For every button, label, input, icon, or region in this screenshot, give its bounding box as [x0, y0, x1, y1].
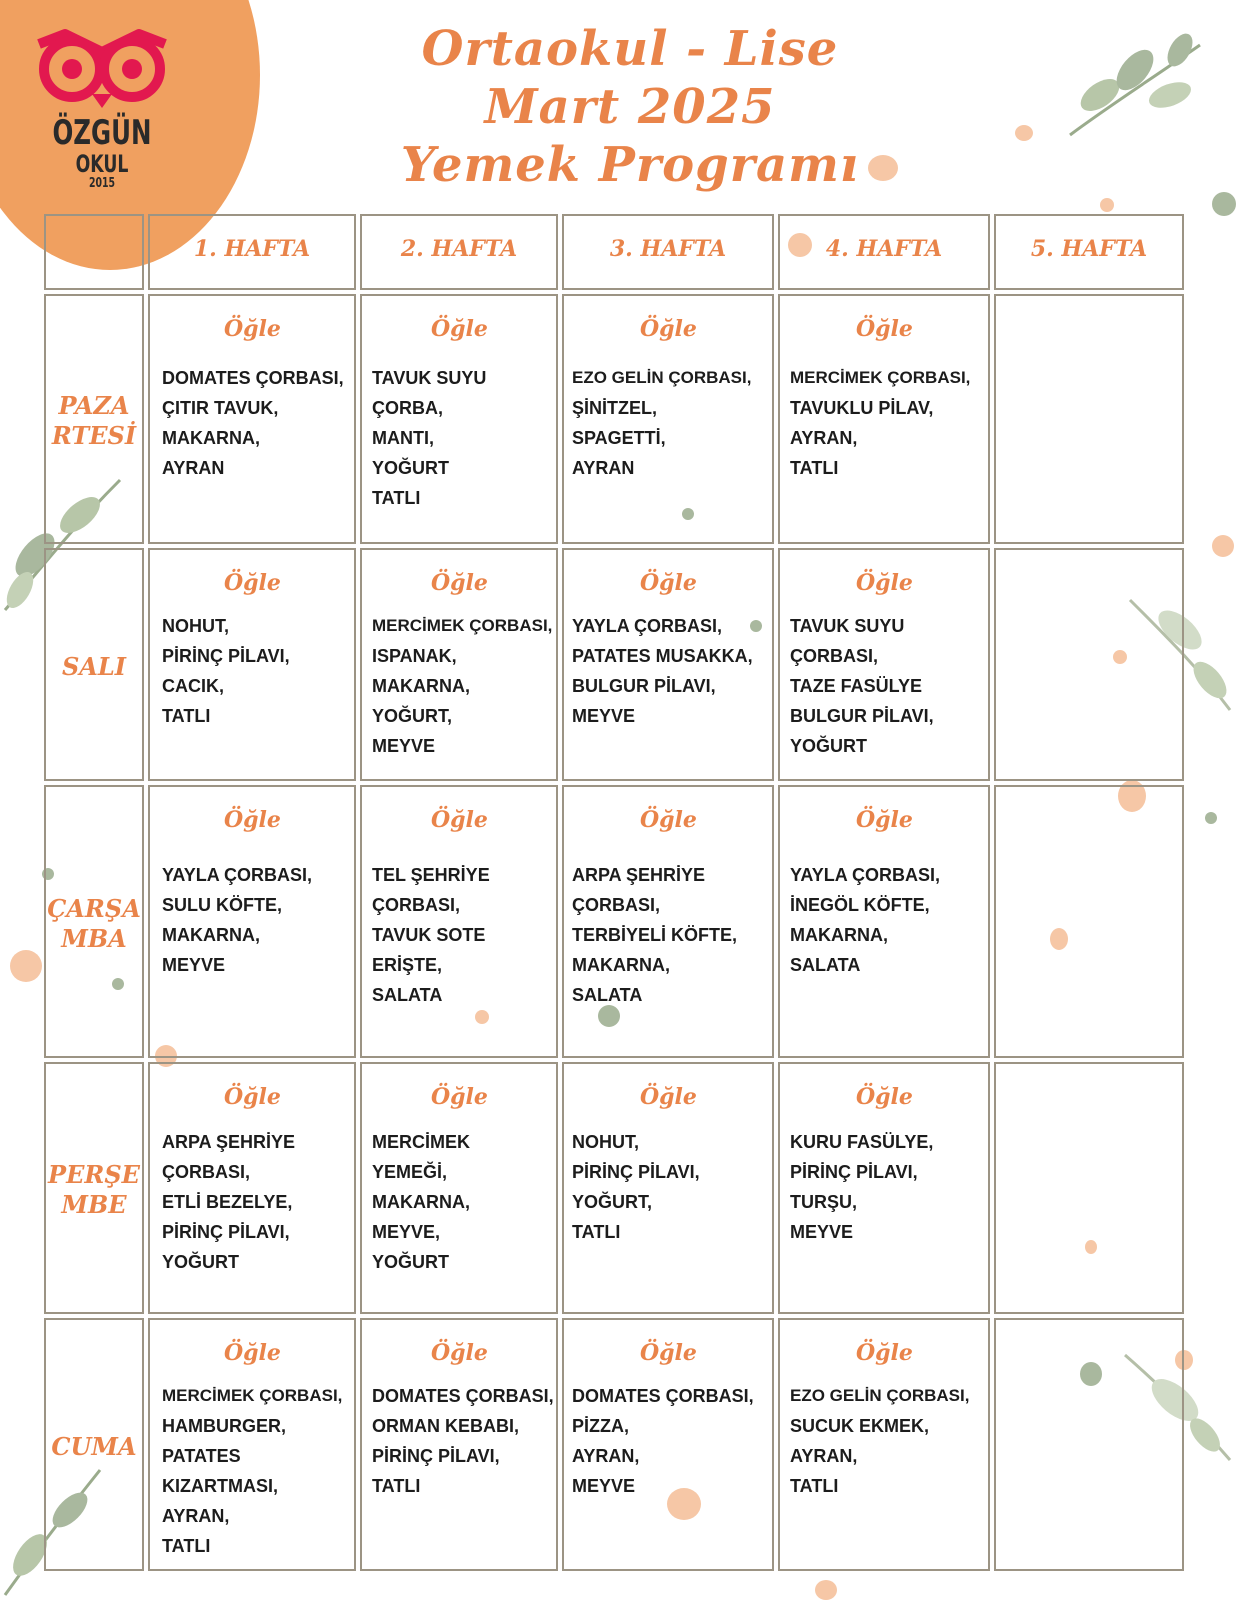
meal-item: ÇORBASI, — [790, 646, 879, 666]
meal-cell — [360, 785, 558, 1058]
decor-dot — [1212, 535, 1234, 557]
meal-cell — [562, 1318, 774, 1571]
meal-item: BULGUR PİLAVI, — [790, 706, 934, 726]
meal-item: TATLI — [162, 706, 211, 726]
meal-item: DOMATES ÇORBASI, — [572, 1386, 754, 1406]
meal-item: SALATA — [372, 985, 443, 1005]
week-header-label: 5. HAFTA — [1030, 236, 1148, 262]
day-label-line: PERŞE — [48, 1160, 140, 1189]
meal-time-label: Öğle — [856, 1084, 913, 1110]
meal-cell — [994, 785, 1184, 1058]
logo-text-line1: ÖZGÜN — [52, 113, 152, 153]
meal-cell — [778, 294, 990, 544]
meal-item: YOĞURT — [162, 1252, 240, 1272]
meal-item: EZO GELİN ÇORBASI, — [572, 368, 752, 387]
week-header-label: 2. HAFTA — [400, 236, 518, 262]
meal-item: ÇORBASI, — [372, 895, 461, 915]
day-label-line: ÇARŞA — [47, 893, 141, 923]
meal-item: ÇORBASI, — [162, 1162, 251, 1182]
meal-item: YAYLA ÇORBASI, — [790, 865, 941, 885]
meal-cell — [778, 785, 990, 1058]
meal-item: MAKARNA, — [162, 925, 260, 945]
meal-time-label: Öğle — [431, 1340, 488, 1366]
decor-dot — [1100, 198, 1114, 212]
meal-cell — [994, 1062, 1184, 1314]
meal-time-label: Öğle — [431, 570, 488, 596]
decor-dot — [815, 1580, 837, 1600]
week-header-label: 4. HAFTA — [825, 236, 943, 262]
meal-item: ARPA ŞEHRİYE — [572, 865, 706, 885]
meal-cell — [994, 548, 1184, 781]
meal-item: ERİŞTE, — [372, 955, 443, 975]
meal-time-label: Öğle — [224, 316, 281, 342]
meal-item: MERCİMEK ÇORBASI, — [372, 616, 553, 635]
day-label — [46, 391, 142, 451]
meal-item: SALATA — [572, 985, 643, 1005]
meal-item: TATLI — [790, 458, 839, 478]
meal-item: MEYVE — [162, 955, 226, 975]
meal-item: ORMAN KEBABI, — [372, 1416, 519, 1436]
meal-item: NOHUT, — [162, 616, 229, 636]
day-cell — [44, 548, 144, 781]
title-line-3: Yemek Programı — [400, 137, 860, 193]
meal-item: SUCUK EKMEK, — [790, 1416, 930, 1436]
meal-item: PİZZA, — [572, 1416, 629, 1436]
meal-time-label: Öğle — [856, 1340, 913, 1366]
meal-item: TATLI — [372, 488, 421, 508]
meal-cell — [148, 1062, 356, 1314]
title-line-1: Ortaokul - Lise — [421, 21, 839, 77]
meal-cell — [148, 785, 356, 1058]
meal-item: EZO GELİN ÇORBASI, — [790, 1386, 970, 1405]
meal-item: KURU FASÜLYE, — [790, 1132, 934, 1152]
meal-item: TAZE FASÜLYE — [790, 676, 923, 696]
meal-item: MAKARNA, — [162, 428, 260, 448]
school-logo — [22, 24, 182, 191]
day-cell — [44, 294, 144, 544]
day-cell — [44, 1062, 144, 1314]
day-label-line: MBE — [61, 1190, 127, 1219]
decor-dot — [10, 950, 42, 982]
leaf-sprig-top-right-icon — [1060, 25, 1210, 155]
header-corner-cell — [44, 214, 144, 290]
meal-item: PİRİNÇ PİLAVI, — [162, 646, 290, 666]
meal-cell — [360, 548, 558, 781]
meal-time-label: Öğle — [431, 316, 488, 342]
meal-time-label: Öğle — [640, 1340, 697, 1366]
meal-item: PATATES — [162, 1446, 241, 1466]
meal-item: PİRİNÇ PİLAVI, — [372, 1446, 500, 1466]
meal-item: YOĞURT — [372, 1252, 450, 1272]
meal-item: CACIK, — [162, 676, 224, 696]
meal-item: YEMEĞİ, — [372, 1162, 448, 1182]
meal-item: YOĞURT, — [572, 1192, 653, 1212]
meal-cell — [562, 1062, 774, 1314]
week-header-cell — [148, 214, 356, 290]
meal-cell — [562, 294, 774, 544]
meal-item: YOĞURT, — [372, 706, 453, 726]
meal-item: ÇORBA, — [372, 398, 443, 418]
meal-time-label: Öğle — [856, 316, 913, 342]
meal-item: TAVUKLU PİLAV, — [790, 398, 934, 418]
meal-cell — [148, 294, 356, 544]
meal-item: MAKARNA, — [372, 676, 470, 696]
meal-cell — [994, 294, 1184, 544]
week-header-cell — [994, 214, 1184, 290]
meal-cell — [778, 1318, 990, 1571]
meal-item: ISPANAK, — [372, 646, 457, 666]
meal-time-label: Öğle — [224, 807, 281, 833]
meal-item: TATLI — [372, 1476, 421, 1496]
meal-item: TEL ŞEHRİYE — [372, 865, 490, 885]
meal-item: TERBİYELİ KÖFTE, — [572, 925, 738, 945]
meal-item: MAKARNA, — [372, 1192, 470, 1212]
meal-item: MAKARNA, — [790, 925, 888, 945]
meal-item: MANTI, — [372, 428, 434, 448]
meal-cell — [562, 548, 774, 781]
day-cell — [44, 785, 144, 1058]
meal-cell — [148, 548, 356, 781]
meal-cell — [778, 548, 990, 781]
meal-item: MEYVE, — [372, 1222, 441, 1242]
meal-item: MEYVE — [572, 1476, 636, 1496]
page-title — [330, 20, 930, 194]
meal-item: TAVUK SOTE — [372, 925, 486, 945]
meal-item: SALATA — [790, 955, 861, 975]
week-header-cell — [778, 214, 990, 290]
meal-item: TURŞU, — [790, 1192, 857, 1212]
meal-time-label: Öğle — [640, 570, 697, 596]
meal-item: MERCİMEK — [372, 1132, 470, 1152]
meal-time-label: Öğle — [856, 570, 913, 596]
meal-item: TATLI — [572, 1222, 621, 1242]
day-label — [46, 894, 142, 954]
meal-cell — [994, 1318, 1184, 1571]
week-header-label: 3. HAFTA — [609, 236, 727, 262]
meal-item: MEYVE — [790, 1222, 854, 1242]
meal-time-label: Öğle — [224, 1084, 281, 1110]
logo-text-line3: 2015 — [88, 175, 116, 191]
meal-item: YOĞURT — [790, 736, 868, 756]
meal-cell — [562, 785, 774, 1058]
meal-time-label: Öğle — [224, 1340, 281, 1366]
logo-text-line2: OKUL — [75, 149, 129, 178]
meal-item: TATLI — [790, 1476, 839, 1496]
meal-item: ÇITIR TAVUK, — [162, 398, 279, 418]
meal-cell — [360, 1318, 558, 1571]
title-line-2: Mart 2025 — [484, 79, 776, 135]
meal-item: AYRAN — [572, 458, 635, 478]
decor-dot — [1205, 812, 1217, 824]
meal-cell — [360, 1062, 558, 1314]
meal-item: HAMBURGER, — [162, 1416, 286, 1436]
day-label-line: MBA — [61, 923, 127, 953]
meal-item: PİRİNÇ PİLAVI, — [572, 1162, 700, 1182]
meal-item: AYRAN — [162, 458, 225, 478]
meal-time-label: Öğle — [431, 807, 488, 833]
meal-item: PİRİNÇ PİLAVI, — [790, 1162, 918, 1182]
meal-item: AYRAN, — [790, 428, 858, 448]
day-label-line: CUMA — [51, 1431, 137, 1461]
meal-item: MERCİMEK ÇORBASI, — [790, 368, 971, 387]
meal-item: PATATES MUSAKKA, — [572, 646, 753, 666]
meal-item: AYRAN, — [162, 1506, 230, 1526]
meal-item: AYRAN, — [572, 1446, 640, 1466]
meal-cell — [778, 1062, 990, 1314]
meal-cell — [148, 1318, 356, 1571]
meal-cell — [360, 294, 558, 544]
meal-item: TAVUK SUYU — [372, 368, 487, 388]
meal-item: DOMATES ÇORBASI, — [372, 1386, 554, 1406]
week-header-cell — [360, 214, 558, 290]
week-header-cell — [562, 214, 774, 290]
meal-time-label: Öğle — [856, 807, 913, 833]
week-header-label: 1. HAFTA — [193, 236, 311, 262]
meal-item: PİRİNÇ PİLAVI, — [162, 1222, 290, 1242]
meal-item: İNEGÖL KÖFTE, — [790, 895, 930, 915]
day-label — [46, 652, 142, 682]
meal-time-label: Öğle — [224, 570, 281, 596]
meal-item: MAKARNA, — [572, 955, 670, 975]
meal-time-label: Öğle — [640, 807, 697, 833]
meal-item: TATLI — [162, 1536, 211, 1556]
meal-time-label: Öğle — [431, 1084, 488, 1110]
meal-item: ETLİ BEZELYE, — [162, 1192, 293, 1212]
meal-item: TAVUK SUYU — [790, 616, 905, 636]
meal-item: BULGUR PİLAVI, — [572, 676, 716, 696]
meal-item: DOMATES ÇORBASI, — [162, 368, 344, 388]
meal-item: YOĞURT — [372, 458, 450, 478]
day-label — [46, 1432, 142, 1462]
meal-item: AYRAN, — [790, 1446, 858, 1466]
day-label-line: RTESİ — [51, 421, 137, 450]
day-label — [46, 1160, 142, 1220]
day-cell — [44, 1318, 144, 1571]
decor-dot — [1015, 125, 1033, 141]
meal-time-label: Öğle — [640, 1084, 697, 1110]
meal-item: MEYVE — [372, 736, 436, 756]
logo-mark-icon — [27, 24, 177, 114]
decor-dot — [1212, 192, 1236, 216]
meal-item: MEYVE — [572, 706, 636, 726]
meal-item: YAYLA ÇORBASI, — [572, 616, 723, 636]
meal-item: KIZARTMASI, — [162, 1476, 278, 1496]
meal-item: ŞİNİTZEL, — [572, 398, 657, 418]
meal-item: NOHUT, — [572, 1132, 639, 1152]
meal-item: ARPA ŞEHRİYE — [162, 1132, 296, 1152]
day-label-line: SALI — [61, 651, 127, 681]
meal-item: SULU KÖFTE, — [162, 895, 282, 915]
meal-time-label: Öğle — [640, 316, 697, 342]
day-label-line: PAZA — [58, 391, 130, 420]
meal-item: MERCİMEK ÇORBASI, — [162, 1386, 343, 1405]
meal-item: YAYLA ÇORBASI, — [162, 865, 313, 885]
meal-item: ÇORBASI, — [572, 895, 661, 915]
meal-item: SPAGETTİ, — [572, 428, 666, 448]
